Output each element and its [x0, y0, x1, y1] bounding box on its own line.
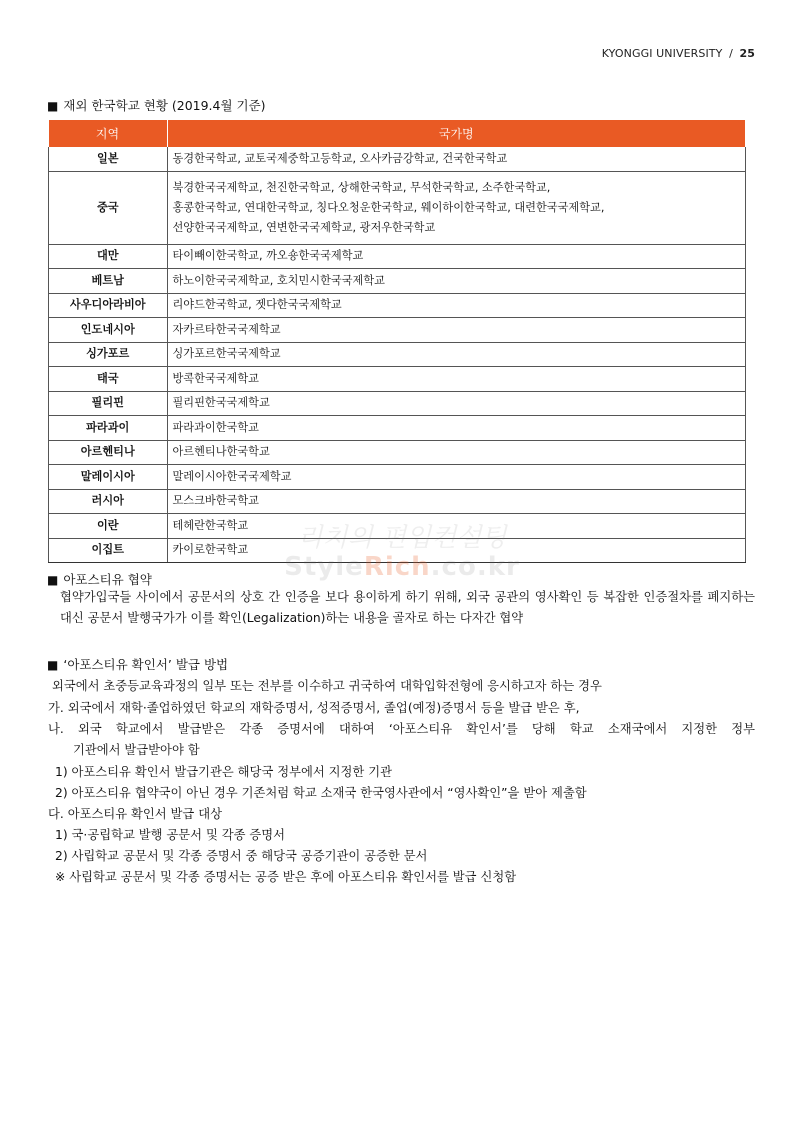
region-cell: 사우디아라비아 [49, 293, 168, 318]
watermark-text-korean: 리치의 편입컨설팅 [297, 523, 507, 553]
table-row [49, 171, 746, 244]
schools-cell [167, 171, 746, 244]
school-line: 북경한국국제학교, 천진한국학교, 상해한국학교, 무석한국학교, 소주한국학교, [172, 180, 551, 194]
region-cell: 인도네시아 [49, 318, 168, 343]
watermark-domain: .co.kr [430, 552, 520, 582]
region-cell: 이란 [49, 514, 168, 539]
region-cell: 파라과이 [49, 416, 168, 441]
region-cell: 필리핀 [49, 391, 168, 416]
table-row [49, 147, 746, 171]
schools-cell [167, 367, 746, 392]
header-separator: / [729, 47, 733, 60]
school-line: 홍콩한국학교, 연대한국학교, 칭다오청운한국학교, 웨이하이한국학교, 대련한국국제학교, [172, 200, 605, 214]
region-cell: 이집트 [49, 538, 168, 563]
square-bullet-icon: ■ [47, 573, 59, 587]
region-cell: 중국 [49, 171, 168, 244]
item-ga: 가. 외국에서 재학·졸업하였던 학교의 재학증명서, 성적증명서, 졸업(예정)증명서 등을 발급 받은 후, [48, 701, 580, 715]
item-da: 다. 아포스티유 확인서 발급 대상 [48, 807, 222, 821]
school-line: 싱가포르한국국제학교 [172, 347, 281, 361]
apostille-description: 협약가입국들 사이에서 공문서의 상호 간 인증을 보다 용이하게 하기 위해, 외국 공관의 영사확인 등 복잡한 인증절차를 폐지하는 대신 공문서 발행국가가 이를 확인(Legalization)하는 내용을 골자로 하는 다자간 협약 [60, 590, 755, 625]
watermark-rich: Rich [363, 552, 431, 582]
region-cell: 말레이시아 [49, 465, 168, 490]
section-title-text: 아포스티유 협약 [63, 572, 152, 587]
region-cell: 러시아 [49, 489, 168, 514]
schools-cell [167, 293, 746, 318]
schools-cell [167, 269, 746, 294]
square-bullet-icon: ■ [47, 658, 59, 672]
schools-cell [167, 538, 746, 563]
school-line: 모스크바한국학교 [172, 494, 259, 508]
school-line: 아르헨티나한국학교 [172, 445, 270, 459]
school-line: 파라과이한국학교 [172, 420, 259, 434]
school-line: 동경한국학교, 교토국제중학고등학교, 오사카금강학교, 건국한국학교 [172, 151, 508, 165]
school-line: 방콕한국국제학교 [172, 371, 259, 385]
school-line: 하노이한국국제학교, 호치민시한국국제학교 [172, 273, 385, 287]
university-name: KYONGGI UNIVERSITY [601, 47, 723, 60]
table-row [49, 514, 746, 539]
schools-cell [167, 514, 746, 539]
schools-cell [167, 416, 746, 441]
watermark-style: Style [284, 552, 364, 582]
schools-cell [167, 342, 746, 367]
schools-cell [167, 147, 746, 171]
item-na-line1: 나. 외국 학교에서 발급받은 각종 증명서에 대하여 ‘아포스티유 확인서’를 당해 학교 소재국에서 지정한 정부 [48, 722, 755, 736]
table-row [49, 367, 746, 392]
region-cell: 대만 [49, 244, 168, 269]
region-cell: 베트남 [49, 269, 168, 294]
table-row [49, 440, 746, 465]
table-row [49, 416, 746, 441]
issuance-intro: 외국에서 초중등교육과정의 일부 또는 전부를 이수하고 귀국하여 대학입학전형에 응시하고자 하는 경우 [52, 679, 602, 693]
school-line: 자카르타한국국제학교 [172, 322, 281, 336]
note: ※ 사립학교 공문서 및 각종 증명서는 공증 받은 후에 아포스티유 확인서를 발급 신청함 [55, 870, 517, 884]
schools-cell [167, 465, 746, 490]
page-header [602, 47, 755, 60]
table-row [49, 293, 746, 318]
table-row [49, 538, 746, 563]
section-title-issuance [47, 655, 228, 673]
school-line: 리야드한국학교, 젯다한국국제학교 [172, 298, 342, 312]
column-header-country: 국가명 [167, 120, 746, 147]
schools-cell [167, 244, 746, 269]
schools-cell [167, 489, 746, 514]
school-line: 테헤란한국학교 [172, 518, 249, 532]
table-row [49, 244, 746, 269]
item-na-line2: 기관에서 발급받아야 함 [73, 743, 200, 757]
section-title-text: ‘아포스티유 확인서’ 발급 방법 [63, 657, 229, 672]
table-row [49, 342, 746, 367]
table-row [49, 489, 746, 514]
region-cell: 태국 [49, 367, 168, 392]
page-number: 25 [739, 47, 755, 60]
school-line: 말레이시아한국국제학교 [172, 469, 292, 483]
section-title-schools [47, 96, 266, 114]
school-line: 타이빼이한국학교, 까오숑한국국제학교 [172, 249, 364, 263]
table-row [49, 318, 746, 343]
column-header-region: 지역 [49, 120, 168, 147]
region-cell: 아르헨티나 [49, 440, 168, 465]
square-bullet-icon: ■ [47, 99, 59, 113]
table-row [49, 465, 746, 490]
item-da-sub1: 1) 국·공립학교 발행 공문서 및 각종 증명서 [55, 828, 286, 842]
school-line: 필리핀한국국제학교 [172, 396, 270, 410]
table-row [49, 391, 746, 416]
section-title-text: 재외 한국학교 현황 (2019.4월 기준) [63, 98, 266, 113]
school-line: 선양한국국제학교, 연변한국국제학교, 광저우한국학교 [172, 220, 436, 234]
item-na-sub2: 2) 아포스티유 협약국이 아닌 경우 기존처럼 학교 소재국 한국영사관에서 “영사확인”을 받아 제출함 [55, 786, 587, 800]
table-header-row [49, 120, 746, 147]
schools-cell [167, 318, 746, 343]
region-cell: 일본 [49, 147, 168, 171]
table-row [49, 269, 746, 294]
region-cell: 싱가포르 [49, 342, 168, 367]
overseas-school-table [48, 120, 746, 563]
schools-cell [167, 391, 746, 416]
item-na-sub1: 1) 아포스티유 확인서 발급기관은 해당국 정부에서 지정한 기관 [55, 765, 392, 779]
item-da-sub2: 2) 사립학교 공문서 및 각종 증명서 중 해당국 공증기관이 공증한 문서 [55, 849, 428, 863]
section-title-apostille [47, 570, 152, 588]
school-line: 카이로한국학교 [172, 543, 249, 557]
schools-cell [167, 440, 746, 465]
